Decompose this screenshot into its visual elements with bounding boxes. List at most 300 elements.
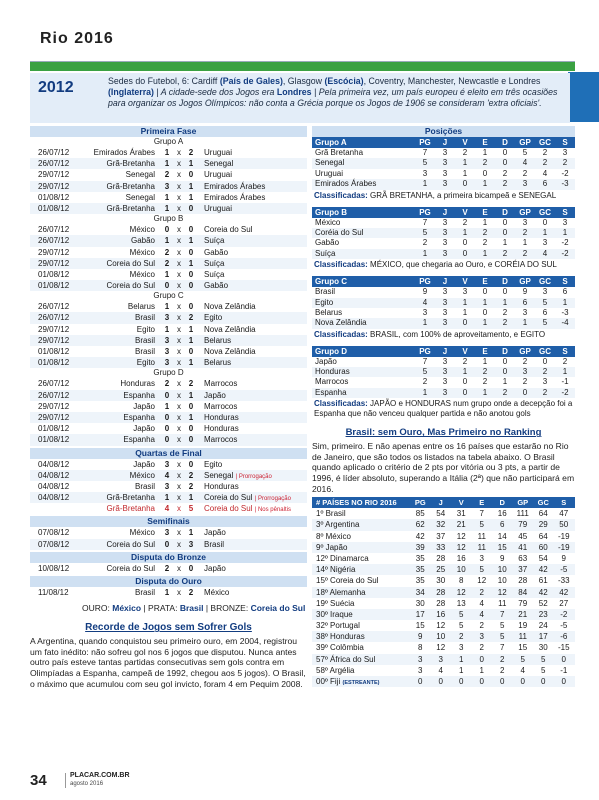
away-score: 1 [188,324,194,334]
column-header: GP [519,138,531,147]
intro-box [30,73,570,123]
intro-text [108,76,563,109]
footer-site: PLACAR.COM.BR [70,772,130,779]
group-standings [312,276,575,344]
home-team: México [129,225,155,235]
stat-cell: 4 [542,248,548,258]
page-number: 34 [30,772,47,789]
versus-mark: x [177,203,181,213]
qualified-label: Classificadas: [314,190,368,200]
country-name: 9º Japão [316,542,348,552]
stat-cell: 0 [542,356,548,366]
ranking-cell: 33 [436,542,446,552]
home-score: 2 [164,379,170,389]
edition-year: 2012 [38,79,74,96]
ranking-cell: 17 [538,632,548,642]
away-team-cell [198,258,307,269]
ranking-cell: 2 [459,632,464,642]
bronze-label: | BRONZE: [205,603,249,614]
ranking-cell: 84 [518,587,528,597]
home-team: Grã-Bretanha [106,181,155,191]
ranking-cell: 28 [436,598,446,608]
stat-cell: 0 [502,356,508,366]
match-row [30,312,307,323]
standings-row [312,308,575,318]
ranking-cell: 42 [415,531,425,541]
versus-mark: x [177,170,181,180]
home-team: Espanha [123,390,155,400]
away-score: 0 [188,269,194,279]
away-team: Nova Zelândia [204,302,256,312]
versus-mark: x [177,470,181,480]
ranking-cell: 41 [518,542,528,552]
stat-cell: 1 [482,387,488,397]
brasil-title: Brasil: sem Ouro, Mas Primeiro no Ranking [345,427,542,439]
standings-row [312,228,575,238]
versus-mark: x [177,504,181,514]
away-team: Honduras [204,424,239,434]
ranking-cell: 3 [438,654,443,664]
match-row [30,470,307,481]
stat-cell: 0 [482,168,488,178]
intro-part: , Glasgow [282,76,325,86]
home-score: 1 [164,588,170,597]
ranking-cell: 12 [477,576,487,586]
match-date: 01/08/12 [38,424,70,434]
away-team: Egito [204,313,223,323]
away-team-cell [198,587,307,598]
stat-cell: 2 [522,377,528,387]
stat-cell: 2 [482,377,488,387]
ranking-cell: -19 [557,531,570,541]
stat-cell: 0 [462,248,468,258]
home-score: 1 [164,269,170,279]
stat-cell: 3 [522,307,528,317]
country-name: 19º Suécia [316,598,355,608]
stat-cell: 3 [442,179,448,189]
ranking-cell: 34 [415,587,425,597]
match-row [30,235,307,246]
group-standings [312,207,575,275]
match-row [30,346,307,357]
column-header: PG [419,207,431,217]
stat-cell: 0 [502,227,508,237]
match-row [30,324,307,335]
ranking-cell: 54 [436,509,446,519]
stat-cell: 2 [482,158,488,168]
away-score: 2 [188,481,194,491]
away-team: Suíça [204,258,225,268]
country-cell [312,620,410,631]
ranking-column-header: E [479,498,485,508]
home-score: 3 [164,335,170,345]
gold-matches [30,587,307,598]
versus-mark: x [177,247,181,257]
away-team: Emirados Árabes [204,181,266,191]
away-team: Gabão [204,281,229,291]
stat-cell: 1 [462,168,468,178]
ranking-row [312,598,575,609]
column-header: S [562,207,568,217]
column-header: J [442,346,448,356]
column-header: V [462,277,468,287]
home-team: México [129,247,155,257]
standings-column [312,124,575,687]
stat-cell: 2 [542,158,548,168]
semis-title: Semifinais [30,516,307,527]
ranking-cell: 7 [500,609,505,619]
match-row [30,181,307,192]
stat-cell: 2 [422,377,428,387]
ranking-cell: 28 [436,587,446,597]
team-name: Belarus [315,307,343,317]
away-team: Brasil [204,539,225,549]
ranking-cell: 3 [459,643,464,653]
away-team-cell [198,412,307,423]
team-name: Grã Bretanha [315,148,364,157]
home-score: 0 [164,435,170,445]
away-team-cell [198,434,307,445]
versus-mark: x [177,358,181,368]
ranking-cell: 1 [459,654,464,664]
ranking-cell: 11 [498,598,507,608]
match-row [30,258,307,269]
ranking-cell: 0 [520,677,525,687]
stat-cell: 1 [562,367,568,377]
match-date: 01/08/12 [38,281,70,291]
stat-cell: 1 [462,158,468,168]
ranking-row [312,676,575,687]
away-team-cell [198,357,307,368]
country-name: 15º Coreia do Sul [316,576,379,586]
match-date: 11/08/12 [38,588,69,597]
stat-cell: 3 [542,238,548,248]
stat-cell: 1 [542,227,548,237]
semi-matches [30,527,307,549]
ranking-table [312,508,575,687]
qualified-note [312,398,575,423]
away-team-cell [198,346,307,357]
ranking-cell: 13 [456,598,466,608]
match-row [30,527,307,538]
away-team-cell [198,147,307,158]
stat-cell: -2 [561,387,569,397]
country-name: 00º Fiji [316,677,341,687]
match-row [30,169,307,180]
match-note: | Nos pênaltis [254,507,291,514]
ranking-cell: 0 [500,677,505,687]
standings-row [312,367,575,377]
team-name: Senegal [315,158,345,168]
ranking-cell: 54 [538,553,548,563]
match-date: 07/08/12 [38,528,70,538]
away-score: 0 [188,347,194,356]
away-team-cell [198,563,307,574]
match-note: | Prorrogação [235,473,272,480]
stat-cell: 0 [502,148,508,157]
ranking-head-cols [410,497,574,508]
group-matches [30,137,307,446]
home-score: 4 [164,504,170,514]
match-date: 26/07/12 [38,236,70,246]
column-header: PG [419,277,431,287]
stat-cell: 3 [442,297,448,307]
match-row [30,459,307,470]
stat-cell: -4 [561,318,569,328]
stat-cell: 3 [462,287,468,297]
stat-cell: 2 [422,238,428,248]
stat-cell: 9 [522,287,528,297]
stat-cell: 1 [502,297,508,307]
country-cell [312,531,410,542]
away-score: 1 [188,192,194,202]
home-score: 3 [164,459,170,469]
ranking-cell: 19 [518,621,528,631]
match-row [30,192,307,203]
stat-cell: 9 [422,287,428,297]
ranking-cell: 39 [415,542,425,552]
match-row [30,401,307,412]
ranking-cell: 79 [518,598,528,608]
standings-row [312,158,575,168]
ranking-cell: 3 [418,654,423,664]
stat-cell: 6 [542,307,548,317]
home-score: 1 [164,192,170,202]
away-team-cell [198,423,307,434]
ranking-cell: 21 [518,609,528,619]
versus-mark: x [177,281,181,291]
stat-cell: 0 [542,217,548,227]
gold-winner: México [112,603,142,614]
away-team-cell [198,224,307,235]
ranking-cell: 10 [497,576,507,586]
match-date: 01/08/12 [38,358,70,368]
match-date: 26/07/12 [38,313,70,323]
intro-highlight: (Inglaterra) [108,87,154,97]
ranking-cell: 5 [541,654,546,664]
away-team-cell [198,301,307,312]
standings-row [312,238,575,248]
away-score: 1 [188,412,194,422]
home-team: Senegal [125,192,155,202]
ranking-cell: 0 [541,677,546,687]
home-team: Espanha [123,412,155,422]
home-score: 1 [164,493,170,503]
ranking-cell: 2 [500,665,505,675]
match-row [30,147,307,158]
record-title: Recorde de Jogos sem Sofrer Gols [85,622,252,634]
intro-highlight: (País de Gales) [219,76,283,86]
section-title: Rio 2016 [40,30,114,47]
away-team-cell [198,158,307,169]
silver-winner: Brasil [179,603,204,614]
column-header: V [462,207,468,217]
stat-cell: 0 [462,179,468,189]
match-date: 29/07/12 [38,170,70,180]
home-team: Senegal [125,170,155,180]
group-label: Grupo D [153,368,184,378]
home-team: Japão [133,424,155,434]
home-team: México [129,470,155,480]
home-score: 1 [164,236,170,246]
ranking-cell: -15 [557,643,570,653]
ranking-cell: 5 [479,565,484,575]
versus-mark: x [177,539,181,549]
match-row [30,481,307,492]
qualified-teams: GRÃ BRETANHA, a primeira bicampeã e SENEGAL [370,190,557,200]
home-team: Japão [133,401,155,411]
ranking-cell: 3 [479,553,484,563]
column-header: J [442,138,448,147]
ranking-cell: 30 [538,643,548,653]
match-date: 01/08/12 [38,203,70,213]
stat-cell: 7 [422,217,428,227]
versus-mark: x [177,481,181,491]
standings-header [312,276,575,287]
country-name: 39º Colômbia [316,643,364,653]
versus-mark: x [177,269,181,279]
stat-cell: 1 [482,179,488,189]
ranking-cell: 28 [436,553,446,563]
standings-row [312,287,575,297]
standings-row [312,169,575,179]
away-team-cell [198,203,307,214]
column-header: J [442,207,448,217]
versus-mark: x [177,148,181,157]
home-score: 1 [164,159,170,169]
away-score: 0 [188,401,194,411]
versus-mark: x [177,379,181,389]
stat-cell: 2 [522,227,528,237]
stat-cell: 1 [482,318,488,328]
positions-title: Posições [312,126,575,137]
stat-cell: 0 [502,217,508,227]
home-score: 0 [164,225,170,235]
match-date: 29/07/12 [38,335,70,345]
column-header: S [562,138,568,147]
team-name: Japão [315,356,337,366]
stat-cell: 2 [502,168,508,178]
stat-cell: 2 [502,248,508,258]
ranking-cell: 5 [500,621,505,631]
ranking-cell: 0 [561,677,566,687]
match-date: 29/07/12 [38,412,70,422]
away-team-cell [198,492,307,503]
away-team: Gabão [204,247,229,257]
versus-mark: x [177,563,181,573]
match-row [30,301,307,312]
stat-cell: 3 [442,158,448,168]
match-date: 29/07/12 [38,247,70,257]
ranking-cell: 14 [497,531,507,541]
ranking-cell: 63 [518,553,528,563]
standings-row [312,298,575,308]
away-team: México [204,588,230,597]
away-team-cell [198,335,307,346]
ranking-cell: 16 [436,609,446,619]
ranking-cell: 16 [456,553,466,563]
ranking-cell: 30 [436,576,446,586]
stat-cell: 6 [522,297,528,307]
stat-cell: 0 [502,367,508,377]
stat-cell: 1 [462,367,468,377]
ranking-cell: 12 [456,542,466,552]
home-score: 0 [164,424,170,434]
versus-mark: x [177,412,181,422]
ranking-cell: 11 [518,632,527,642]
stat-cell: 3 [442,356,448,366]
ranking-cell: 11 [477,531,486,541]
ranking-cell: 45 [518,531,528,541]
match-row [30,335,307,346]
stat-cell: 0 [482,307,488,317]
country-name: 58º Argélia [316,665,355,675]
country-cell [312,519,410,530]
qualified-teams: JAPÃO e HONDURAS num grupo onde a decepção foi a Espanha que não venceu qualquer partida e não anotou gols [314,399,573,419]
stat-cell: 3 [442,168,448,178]
home-score: 3 [164,313,170,323]
column-header: GC [539,346,551,356]
country-name: 18º Alemanha [316,587,366,597]
stat-cell: 2 [542,387,548,397]
team-name: Honduras [315,367,350,377]
away-score: 1 [188,258,194,268]
standings-row [312,357,575,367]
ranking-head-label: # PAÍSES NO RIO 2016 [316,498,397,508]
home-score: 4 [164,470,170,480]
away-team: Coreia do Sul [204,504,253,514]
ranking-cell: -19 [557,542,570,552]
debut-tag: (ESTREANTE) [342,680,380,687]
stat-cell: 7 [422,148,428,157]
ranking-cell: 24 [538,621,548,631]
versus-mark: x [177,493,181,503]
ranking-cell: 27 [559,598,569,608]
away-team-cell [198,390,307,401]
away-score: 2 [188,470,194,480]
home-team: Brasil [134,347,155,356]
ranking-cell: 0 [418,677,423,687]
match-date: 04/08/12 [38,459,70,469]
match-date [30,503,88,514]
stat-cell: 1 [462,227,468,237]
stat-cell: 6 [542,179,548,189]
team-name: Espanha [315,387,347,397]
home-score: 1 [164,203,170,213]
ranking-cell: 111 [516,509,529,519]
ranking-row [312,519,575,530]
qualified-note [312,259,575,274]
away-team: Uruguai [204,148,233,157]
intro-part: | A cidade-sede dos Jogos era [153,87,277,97]
country-cell [312,642,410,653]
column-header: GP [519,277,531,287]
team-name: Gabão [315,238,340,248]
stat-cell: 1 [482,248,488,258]
stat-cell: 6 [562,287,568,297]
match-date: 10/08/12 [38,563,70,573]
ranking-cell: 15 [497,542,507,552]
ranking-row [312,587,575,598]
match-date: 26/07/12 [38,390,70,400]
away-team-cell [198,503,307,514]
column-header: D [502,346,508,356]
stat-cell: 2 [462,217,468,227]
away-team: Coreia do Sul [204,493,253,503]
column-header: GC [539,277,551,287]
country-name: 32º Portugal [316,621,360,631]
ranking-cell: 52 [538,598,548,608]
